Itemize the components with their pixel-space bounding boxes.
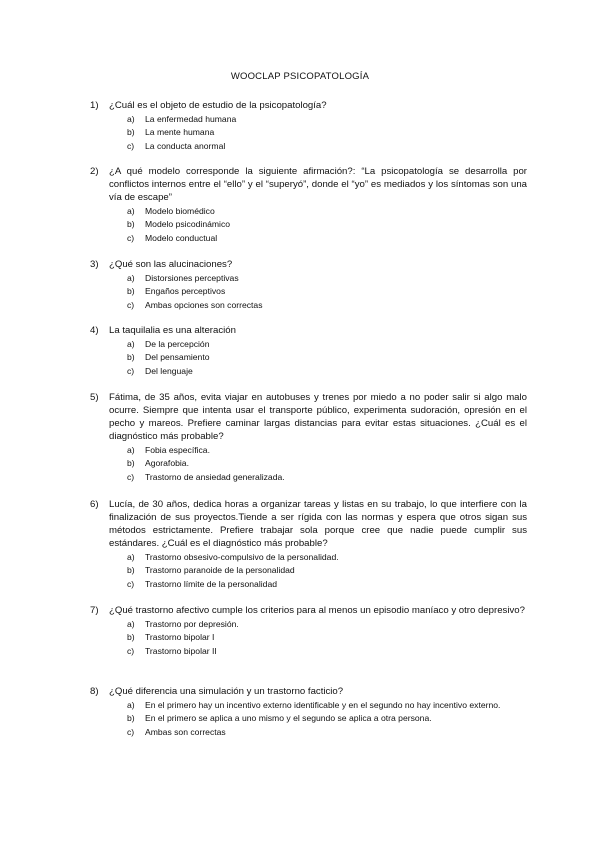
option-b: [127, 126, 527, 139]
option-b: [127, 218, 527, 231]
option-letter: a): [127, 552, 135, 562]
option-text: Modelo biomédico: [145, 206, 215, 216]
option-text: Trastorno bipolar I: [145, 632, 215, 643]
option-text: Del lenguaje: [145, 365, 193, 376]
question-text: Lucía, de 30 años, dedica horas a organizar tareas y listas en su trabajo, lo que interfiere con la finalización de sus proyectos.Tiende a ser rígida con las normas y espera que otros sigan sus métodos estrictamente. Prefiere trabajar sola porque cree que nadie puede cumplir sus estándares. ¿Cuál es el diagnóstico más probable?: [109, 499, 527, 549]
option-b: [127, 457, 527, 470]
option-letter: b): [127, 632, 135, 643]
option-text: Distorsiones perceptivas: [145, 273, 239, 283]
option-letter: b): [127, 713, 135, 724]
option-a: [127, 551, 527, 564]
option-c: [127, 578, 527, 591]
question-text: ¿Cuál es el objeto de estudio de la psicopatología?: [109, 100, 327, 111]
option-a: [127, 113, 527, 126]
option-c: [127, 726, 527, 739]
question-4: [90, 324, 527, 378]
option-text: Engaños perceptivos: [145, 286, 226, 297]
question-text: ¿Qué diferencia una simulación y un trastorno facticio?: [109, 686, 344, 697]
option-a: [127, 272, 527, 285]
option-letter: b): [127, 127, 135, 138]
option-list: [90, 205, 527, 245]
option-a: [127, 338, 527, 351]
question-8: [90, 685, 527, 739]
option-text: Ambas son correctas: [145, 726, 226, 737]
option-text: De la percepción: [145, 339, 210, 349]
question-text: ¿A qué modelo corresponde la siguiente afirmación?: “La psicopatología se desarrolla por conflictos internos entre el “ello” y el “superyó”, donde el “yo” es mediados y los síntomas son una vía de escape”: [109, 166, 527, 203]
question-6: [90, 498, 527, 591]
option-letter: a): [127, 339, 135, 349]
option-letter: b): [127, 458, 135, 469]
option-c: [127, 232, 527, 245]
question-2: [90, 165, 527, 245]
option-c: [127, 471, 527, 484]
option-text: Trastorno obsesivo-compulsivo de la personalidad.: [145, 552, 339, 562]
option-list: [90, 551, 527, 591]
option-letter: b): [127, 286, 135, 297]
option-text: La mente humana: [145, 127, 215, 138]
option-a: [127, 618, 527, 631]
question-text: ¿Qué son las alucinaciones?: [109, 259, 233, 270]
question-number: 6): [90, 499, 99, 510]
option-b: [127, 712, 527, 725]
question-number: 7): [90, 605, 99, 616]
page-title: WOOCLAP PSICOPATOLOGÍA: [230, 71, 370, 82]
option-letter: a): [127, 114, 135, 124]
option-list: [90, 338, 527, 378]
option-text: La conducta anormal: [145, 140, 226, 151]
question-7: [90, 604, 527, 658]
option-text: Trastorno de ansiedad generalizada.: [145, 471, 285, 482]
question-number: 5): [90, 392, 99, 403]
question-number: 8): [90, 686, 99, 697]
option-text: Trastorno por depresión.: [145, 619, 239, 629]
option-c: [127, 365, 527, 378]
option-letter: c): [127, 232, 135, 243]
option-c: [127, 645, 527, 658]
option-list: [90, 618, 527, 658]
option-text: Agorafobia.: [145, 458, 189, 469]
option-letter: b): [127, 219, 135, 230]
option-text: Trastorno límite de la personalidad: [145, 578, 277, 589]
option-list: [90, 699, 527, 739]
option-c: [127, 299, 527, 312]
option-b: [127, 564, 527, 577]
question-text: ¿Qué trastorno afectivo cumple los criterios para al menos un episodio maníaco y otro depresivo?: [109, 605, 525, 616]
option-text: Fobia específica.: [145, 445, 210, 455]
option-letter: b): [127, 352, 135, 363]
option-b: [127, 631, 527, 644]
option-b: [127, 285, 527, 298]
option-a: [127, 444, 527, 457]
question-text: La taquilalia es una alteración: [109, 325, 236, 336]
option-letter: c): [127, 471, 135, 482]
question-1: [90, 99, 527, 153]
option-list: [90, 444, 527, 484]
option-letter: a): [127, 206, 135, 216]
question-3: [90, 258, 527, 312]
option-letter: c): [127, 365, 135, 376]
option-letter: a): [127, 700, 135, 710]
question-5: [90, 391, 527, 484]
option-letter: b): [127, 565, 135, 576]
option-letter: c): [127, 578, 135, 589]
option-text: En el primero se aplica a uno mismo y el segundo se aplica a otra persona.: [145, 713, 432, 724]
option-c: [127, 140, 527, 153]
option-letter: c): [127, 299, 135, 310]
question-number: 2): [90, 166, 99, 177]
option-letter: a): [127, 273, 135, 283]
option-text: Del pensamiento: [145, 352, 210, 363]
option-text: Trastorno paranoide de la personalidad: [145, 565, 295, 576]
option-text: La enfermedad humana: [145, 114, 237, 124]
option-a: [127, 205, 527, 218]
question-number: 3): [90, 259, 99, 270]
option-letter: c): [127, 726, 135, 737]
option-letter: c): [127, 645, 135, 656]
option-text: En el primero hay un incentivo externo identificable y en el segundo no hay incentivo externo.: [145, 700, 501, 710]
option-letter: a): [127, 445, 135, 455]
question-text: Fátima, de 35 años, evita viajar en autobuses y trenes por miedo a no poder salir si algo malo ocurre. Siempre que intenta usar el transporte público, experimenta sudoración, opresión en el pecho y mareos. Prefiere caminar largas distancias para evitar estas situaciones. ¿Cuál es el diagnóstico más probable?: [109, 392, 527, 442]
question-number: 4): [90, 325, 99, 336]
option-letter: c): [127, 140, 135, 151]
option-text: Trastorno bipolar II: [145, 645, 217, 656]
question-number: 1): [90, 100, 99, 111]
option-text: Modelo conductual: [145, 232, 218, 243]
option-list: [90, 113, 527, 153]
option-list: [90, 272, 527, 312]
option-text: Ambas opciones son correctas: [145, 299, 263, 310]
option-a: [127, 699, 527, 712]
option-letter: a): [127, 619, 135, 629]
option-b: [127, 351, 527, 364]
option-text: Modelo psicodinámico: [145, 219, 231, 230]
